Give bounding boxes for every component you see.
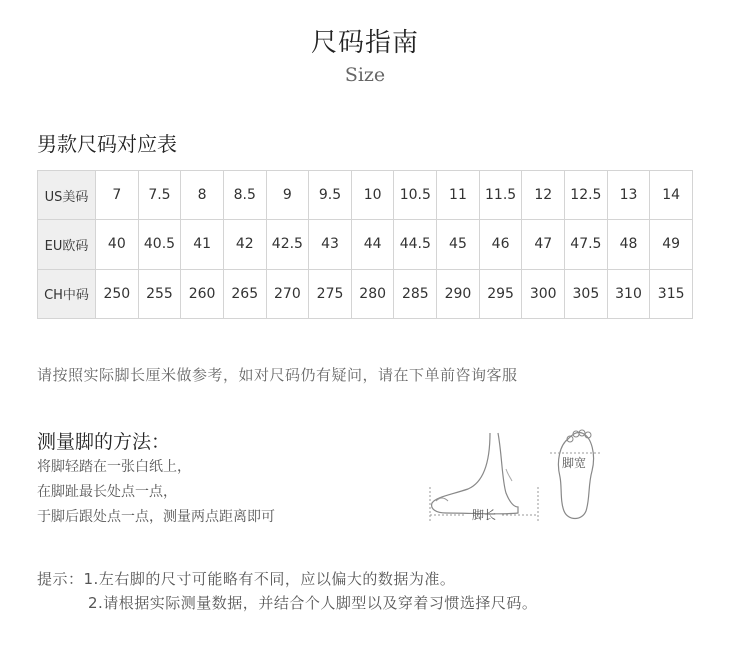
foot-side-outline bbox=[432, 433, 518, 514]
size-cell: 10.5 bbox=[394, 171, 437, 220]
size-cell: 49 bbox=[650, 220, 693, 269]
size-cell: 44.5 bbox=[394, 220, 437, 269]
size-cell: 9 bbox=[266, 171, 309, 220]
measure-step-1: 将脚轻踏在一张白纸上， bbox=[37, 459, 191, 475]
size-cell: 44 bbox=[351, 220, 394, 269]
size-cell: 260 bbox=[181, 269, 224, 318]
size-cell: 310 bbox=[607, 269, 650, 318]
size-cell: 9.5 bbox=[309, 171, 352, 220]
size-cell: 270 bbox=[266, 269, 309, 318]
size-cell: 255 bbox=[138, 269, 181, 318]
size-cell: 300 bbox=[522, 269, 565, 318]
size-cell: 8.5 bbox=[223, 171, 266, 220]
size-cell: 42 bbox=[223, 220, 266, 269]
size-cell: 275 bbox=[309, 269, 352, 318]
size-cell: 12 bbox=[522, 171, 565, 220]
size-cell: 45 bbox=[437, 220, 480, 269]
size-cell: 265 bbox=[223, 269, 266, 318]
size-cell: 47 bbox=[522, 220, 565, 269]
size-cell: 40 bbox=[96, 220, 139, 269]
size-cell: 285 bbox=[394, 269, 437, 318]
size-cell: 250 bbox=[96, 269, 139, 318]
size-cell: 305 bbox=[565, 269, 608, 318]
size-cell: 315 bbox=[650, 269, 693, 318]
measure-step-2: 在脚趾最长处点一点， bbox=[37, 484, 177, 500]
size-cell: 290 bbox=[437, 269, 480, 318]
foot-width-label: 脚宽 bbox=[561, 456, 587, 470]
size-table bbox=[37, 170, 693, 319]
foot-sole-outline bbox=[558, 432, 593, 518]
size-cell: 14 bbox=[650, 171, 693, 220]
size-row bbox=[38, 269, 693, 318]
tips-prefix: 提示： bbox=[37, 570, 84, 588]
size-table-title: 男款尺码对应表 bbox=[37, 132, 177, 156]
tips-line-1 bbox=[37, 568, 455, 589]
size-note: 请按照实际脚长厘米做参考，如对尺码仍有疑问，请在下单前咨询客服 bbox=[37, 366, 518, 384]
size-cell: 280 bbox=[351, 269, 394, 318]
size-row-label: CH中码 bbox=[38, 269, 96, 318]
size-cell: 41 bbox=[181, 220, 224, 269]
page-subtitle: Size bbox=[344, 64, 386, 86]
size-cell: 48 bbox=[607, 220, 650, 269]
size-cell: 10 bbox=[351, 171, 394, 220]
size-cell: 7 bbox=[96, 171, 139, 220]
measure-title: 测量脚的方法： bbox=[37, 431, 171, 453]
size-cell: 42.5 bbox=[266, 220, 309, 269]
size-cell: 40.5 bbox=[138, 220, 181, 269]
size-row bbox=[38, 171, 693, 220]
tips-text-1: 1.左右脚的尺寸可能略有不同，应以偏大的数据为准。 bbox=[83, 570, 456, 588]
size-cell: 46 bbox=[479, 220, 522, 269]
size-row bbox=[38, 220, 693, 269]
foot-illustration bbox=[410, 425, 610, 525]
size-cell: 11 bbox=[437, 171, 480, 220]
size-cell: 43 bbox=[309, 220, 352, 269]
size-cell: 12.5 bbox=[565, 171, 608, 220]
size-row-label: EU欧码 bbox=[38, 220, 96, 269]
size-cell: 13 bbox=[607, 171, 650, 220]
foot-length-label: 脚长 bbox=[471, 508, 497, 522]
size-cell: 47.5 bbox=[565, 220, 608, 269]
size-row-label: US美码 bbox=[38, 171, 96, 220]
tips-line-2: 2.请根据实际测量数据，并结合个人脚型以及穿着习惯选择尺码。 bbox=[88, 594, 538, 612]
page-title: 尺码指南 bbox=[310, 28, 419, 58]
measure-step-3: 于脚后跟处点一点，测量两点距离即可 bbox=[37, 509, 275, 525]
size-cell: 11.5 bbox=[479, 171, 522, 220]
size-cell: 295 bbox=[479, 269, 522, 318]
size-cell: 8 bbox=[181, 171, 224, 220]
size-cell: 7.5 bbox=[138, 171, 181, 220]
